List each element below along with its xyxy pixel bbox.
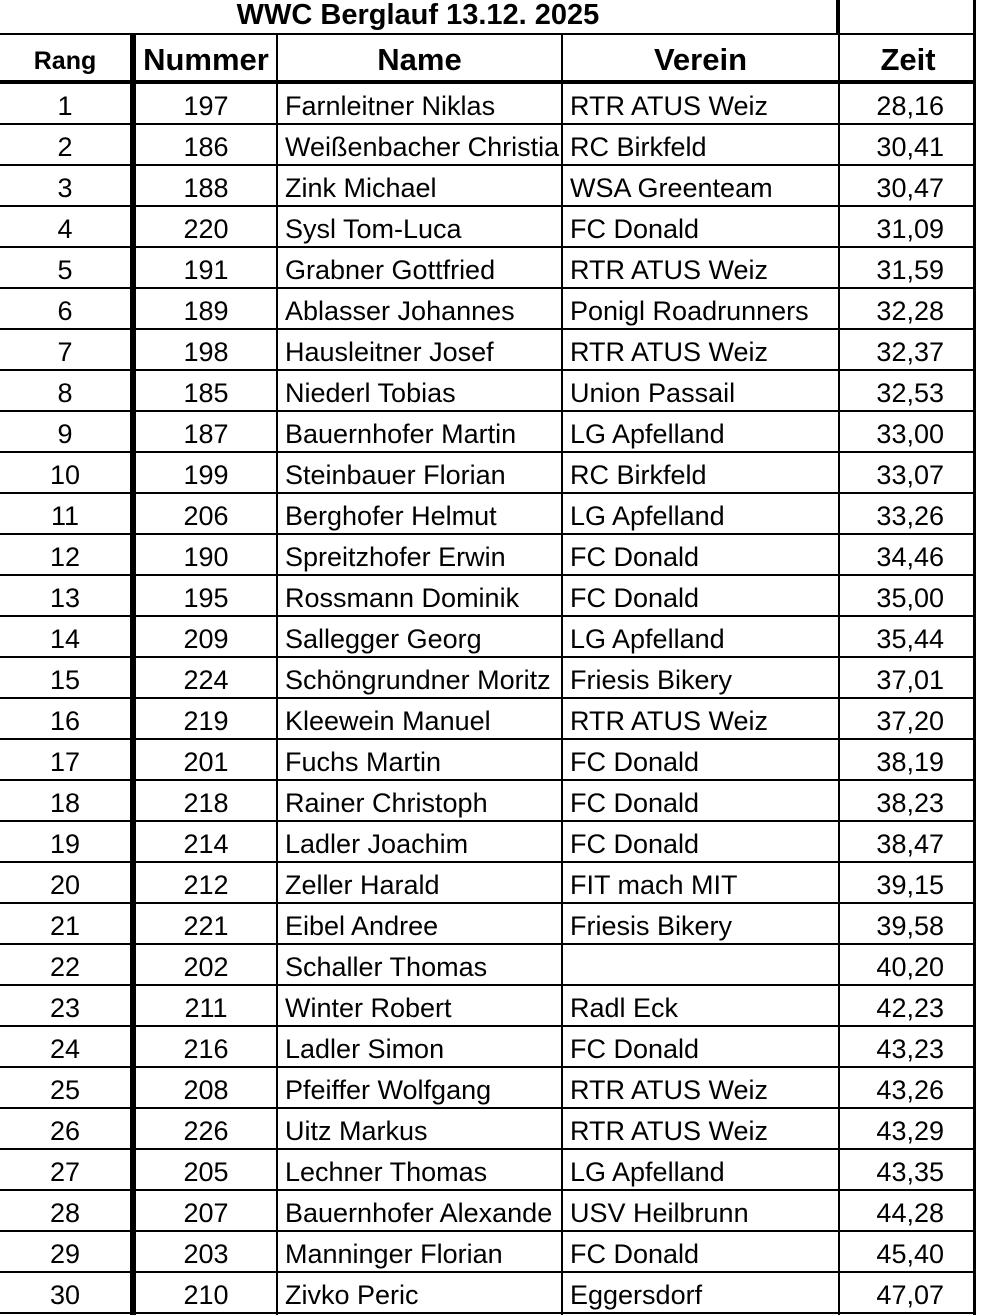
rang-cell: 15: [49, 665, 81, 695]
rang-cell: 16: [49, 706, 81, 736]
table-row: [0, 986, 976, 1027]
table-row: [0, 125, 976, 166]
name-cell: Lechner Thomas: [285, 1157, 488, 1187]
zeit-cell: 39,15: [876, 870, 944, 900]
verein-cell: FC Donald: [570, 214, 700, 244]
nummer-cell: 209: [183, 624, 229, 654]
zeit-cell: 32,37: [876, 337, 944, 367]
title-row: [0, 0, 976, 35]
name-cell: Zeller Harald: [285, 870, 440, 900]
verein-cell: Friesis Bikery: [570, 665, 733, 695]
rang-cell: 26: [49, 1116, 81, 1146]
nummer-cell: 210: [183, 1280, 229, 1310]
name-cell: Zivko Peric: [285, 1280, 419, 1310]
nummer-cell: 197: [183, 91, 229, 121]
table-row: [0, 371, 976, 412]
rang-cell: 11: [50, 501, 80, 531]
nummer-cell: 186: [183, 132, 229, 162]
rang-cell: 20: [49, 870, 81, 900]
zeit-cell: 40,20: [876, 952, 944, 982]
nummer-cell: 189: [183, 296, 229, 326]
name-cell: Schöngrundner Moritz: [285, 665, 551, 695]
table-row: [0, 781, 976, 822]
name-cell: Ladler Joachim: [285, 829, 469, 859]
rang-cell: 23: [49, 993, 81, 1023]
nummer-cell: 211: [184, 993, 228, 1023]
nummer-cell: 205: [183, 1157, 229, 1187]
zeit-cell: 44,28: [876, 1198, 944, 1228]
name-cell: Sallegger Georg: [285, 624, 482, 654]
nummer-cell: 195: [183, 583, 229, 613]
name-cell: Farnleitner Niklas: [285, 91, 496, 121]
zeit-cell: 35,00: [876, 583, 944, 613]
zeit-cell: 43,29: [876, 1116, 944, 1146]
zeit-cell: 33,26: [876, 501, 944, 531]
header-zeit: Zeit: [880, 42, 936, 77]
name-cell: Niederl Tobias: [285, 378, 456, 408]
rang-cell: 18: [49, 788, 81, 818]
verein-cell: RC Birkfeld: [570, 460, 707, 490]
verein-cell: USV Heilbrunn: [570, 1198, 749, 1228]
verein-cell: WSA Greenteam: [570, 173, 773, 203]
verein-cell: Friesis Bikery: [570, 911, 733, 941]
header-name: Name: [377, 42, 462, 77]
zeit-cell: 33,00: [876, 419, 944, 449]
rang-cell: 2: [57, 132, 73, 162]
grid-line-verein: [838, 0, 840, 1315]
rang-cell: 24: [49, 1034, 81, 1064]
rang-cell: 12: [49, 542, 81, 572]
nummer-cell: 214: [183, 829, 229, 859]
verein-cell: RTR ATUS Weiz: [570, 1075, 769, 1105]
rang-cell: 30: [49, 1280, 81, 1310]
rang-cell: 9: [57, 419, 73, 449]
zeit-cell: 47,07: [876, 1280, 944, 1310]
verein-cell: RTR ATUS Weiz: [570, 91, 769, 121]
rang-cell: 28: [49, 1198, 81, 1228]
rang-cell: 13: [49, 583, 81, 613]
zeit-cell: 35,44: [876, 624, 944, 654]
table-row: [0, 330, 976, 371]
grid-line-right: [973, 0, 976, 1315]
zeit-cell: 34,46: [876, 542, 944, 572]
name-cell: Bauernhofer Alexande: [285, 1198, 553, 1228]
table-row: [0, 904, 976, 945]
name-cell: Zink Michael: [285, 173, 437, 203]
name-cell: Ladler Simon: [285, 1034, 445, 1064]
verein-cell: Ponigl Roadrunners: [570, 296, 809, 326]
nummer-cell: 218: [183, 788, 229, 818]
zeit-cell: 37,01: [876, 665, 944, 695]
verein-cell: FC Donald: [570, 829, 700, 859]
nummer-cell: 201: [183, 747, 229, 777]
table-row: [0, 945, 976, 986]
table-row: [0, 1027, 976, 1068]
table-row: [0, 248, 976, 289]
verein-cell: FC Donald: [570, 1239, 700, 1269]
verein-cell: [563, 945, 838, 984]
name-cell: Grabner Gottfried: [285, 255, 496, 285]
zeit-cell: 33,07: [876, 460, 944, 490]
table-row: [0, 84, 976, 125]
nummer-cell: 199: [183, 460, 229, 490]
table-row: [0, 412, 976, 453]
header-row: [0, 35, 976, 84]
table-row: [0, 1068, 976, 1109]
table-row: [0, 1150, 976, 1191]
name-cell: Berghofer Helmut: [285, 501, 497, 531]
table-row: [0, 1273, 976, 1314]
table-row: [0, 1191, 976, 1232]
nummer-cell: 203: [183, 1239, 229, 1269]
table-row: [0, 207, 976, 248]
zeit-cell: 45,40: [876, 1239, 944, 1269]
verein-cell: Eggersdorf: [570, 1280, 703, 1310]
zeit-cell: 38,47: [876, 829, 944, 859]
table-row: [0, 535, 976, 576]
verein-cell: RTR ATUS Weiz: [570, 706, 769, 736]
zeit-cell: 42,23: [876, 993, 944, 1023]
rang-cell: 6: [57, 296, 73, 326]
nummer-cell: 208: [183, 1075, 229, 1105]
zeit-cell: 30,47: [876, 173, 944, 203]
rang-cell: 17: [49, 747, 81, 777]
table-row: [0, 289, 976, 330]
zeit-cell: 38,19: [876, 747, 944, 777]
nummer-cell: 207: [183, 1198, 229, 1228]
zeit-cell: 32,28: [876, 296, 944, 326]
rang-cell: 1: [57, 91, 73, 121]
name-cell: Schaller Thomas: [285, 952, 488, 982]
rang-cell: 29: [49, 1239, 81, 1269]
name-cell: Rossmann Dominik: [285, 583, 520, 613]
name-cell: Hausleitner Josef: [285, 337, 494, 367]
verein-cell: RC Birkfeld: [570, 132, 707, 162]
grid-line-nummer: [276, 35, 278, 1315]
zeit-cell: 31,09: [876, 214, 944, 244]
table-row: [0, 822, 976, 863]
nummer-cell: 202: [183, 952, 229, 982]
name-cell: Steinbauer Florian: [285, 460, 506, 490]
nummer-cell: 198: [183, 337, 229, 367]
zeit-cell: 32,53: [876, 378, 944, 408]
verein-cell: LG Apfelland: [570, 419, 725, 449]
nummer-cell: 219: [183, 706, 229, 736]
table-row: [0, 1232, 976, 1273]
rang-cell: 10: [49, 460, 81, 490]
zeit-cell: 39,58: [876, 911, 944, 941]
verein-cell: FC Donald: [570, 747, 700, 777]
verein-cell: FC Donald: [570, 1034, 700, 1064]
name-cell: Weißenbacher Christia: [285, 132, 560, 162]
rang-cell: 3: [57, 173, 73, 203]
table-row: [0, 617, 976, 658]
verein-cell: FC Donald: [570, 788, 700, 818]
rang-cell: 25: [49, 1075, 81, 1105]
name-cell: Spreitzhofer Erwin: [285, 542, 506, 572]
rang-cell: 4: [57, 214, 73, 244]
verein-cell: FIT mach MIT: [570, 870, 738, 900]
verein-cell: FC Donald: [570, 583, 700, 613]
nummer-cell: 187: [183, 419, 229, 449]
table-row: [0, 658, 976, 699]
verein-cell: Union Passail: [570, 378, 736, 408]
verein-cell: LG Apfelland: [570, 1157, 725, 1187]
nummer-cell: 221: [183, 911, 229, 941]
verein-cell: RTR ATUS Weiz: [570, 255, 769, 285]
title-blank-cell: [838, 0, 976, 33]
table-row: [0, 494, 976, 535]
zeit-cell: 43,35: [876, 1157, 944, 1187]
zeit-cell: 43,26: [876, 1075, 944, 1105]
verein-cell: LG Apfelland: [570, 624, 725, 654]
name-cell: Sysl Tom-Luca: [285, 214, 462, 244]
nummer-cell: 216: [183, 1034, 229, 1064]
zeit-cell: 28,16: [876, 91, 944, 121]
zeit-cell: 30,41: [876, 132, 944, 162]
header-nummer: Nummer: [143, 42, 269, 77]
verein-cell: LG Apfelland: [570, 501, 725, 531]
zeit-cell: 43,23: [876, 1034, 944, 1064]
verein-cell: RTR ATUS Weiz: [570, 337, 769, 367]
header-verein: Verein: [653, 42, 748, 77]
header-rang: Rang: [33, 47, 97, 75]
rang-cell: 7: [57, 337, 73, 367]
nummer-cell: 185: [183, 378, 229, 408]
nummer-cell: 191: [183, 255, 229, 285]
rang-cell: 5: [57, 255, 73, 285]
table-row: [0, 863, 976, 904]
zeit-cell: 31,59: [876, 255, 944, 285]
sheet-title: WWC Berglauf 13.12. 2025: [0, 0, 838, 33]
name-cell: Fuchs Martin: [285, 747, 442, 777]
rang-cell: 21: [49, 911, 81, 941]
table-row: [0, 1109, 976, 1150]
table-row: [0, 740, 976, 781]
name-cell: Rainer Christoph: [285, 788, 488, 818]
verein-cell: FC Donald: [570, 542, 700, 572]
nummer-cell: 206: [183, 501, 229, 531]
table-row: [0, 166, 976, 207]
name-cell: Uitz Markus: [285, 1116, 428, 1146]
nummer-cell: 212: [183, 870, 229, 900]
rang-cell: 19: [49, 829, 81, 859]
name-cell: Bauernhofer Martin: [285, 419, 517, 449]
verein-cell: RTR ATUS Weiz: [570, 1116, 769, 1146]
rang-cell: 8: [57, 378, 73, 408]
verein-cell: Radl Eck: [570, 993, 679, 1023]
name-cell: Manninger Florian: [285, 1239, 503, 1269]
rang-cell: 27: [49, 1157, 81, 1187]
nummer-cell: 220: [183, 214, 229, 244]
zeit-cell: 37,20: [876, 706, 944, 736]
table-row: [0, 576, 976, 617]
grid-line-name: [561, 35, 563, 1315]
table-row: [0, 453, 976, 494]
nummer-cell: 224: [183, 665, 229, 695]
zeit-cell: 38,23: [876, 788, 944, 818]
name-cell: Eibel Andree: [285, 911, 439, 941]
nummer-cell: 190: [183, 542, 229, 572]
nummer-cell: 226: [183, 1116, 229, 1146]
name-cell: Ablasser Johannes: [285, 296, 515, 326]
name-cell: Winter Robert: [285, 993, 452, 1023]
nummer-cell: 188: [183, 173, 229, 203]
table-row: [0, 699, 976, 740]
rang-cell: 14: [49, 624, 81, 654]
name-cell: Kleewein Manuel: [285, 706, 491, 736]
name-cell: Pfeiffer Wolfgang: [285, 1075, 492, 1105]
rang-cell: 22: [49, 952, 81, 982]
grid-line-rang: [130, 35, 136, 1315]
